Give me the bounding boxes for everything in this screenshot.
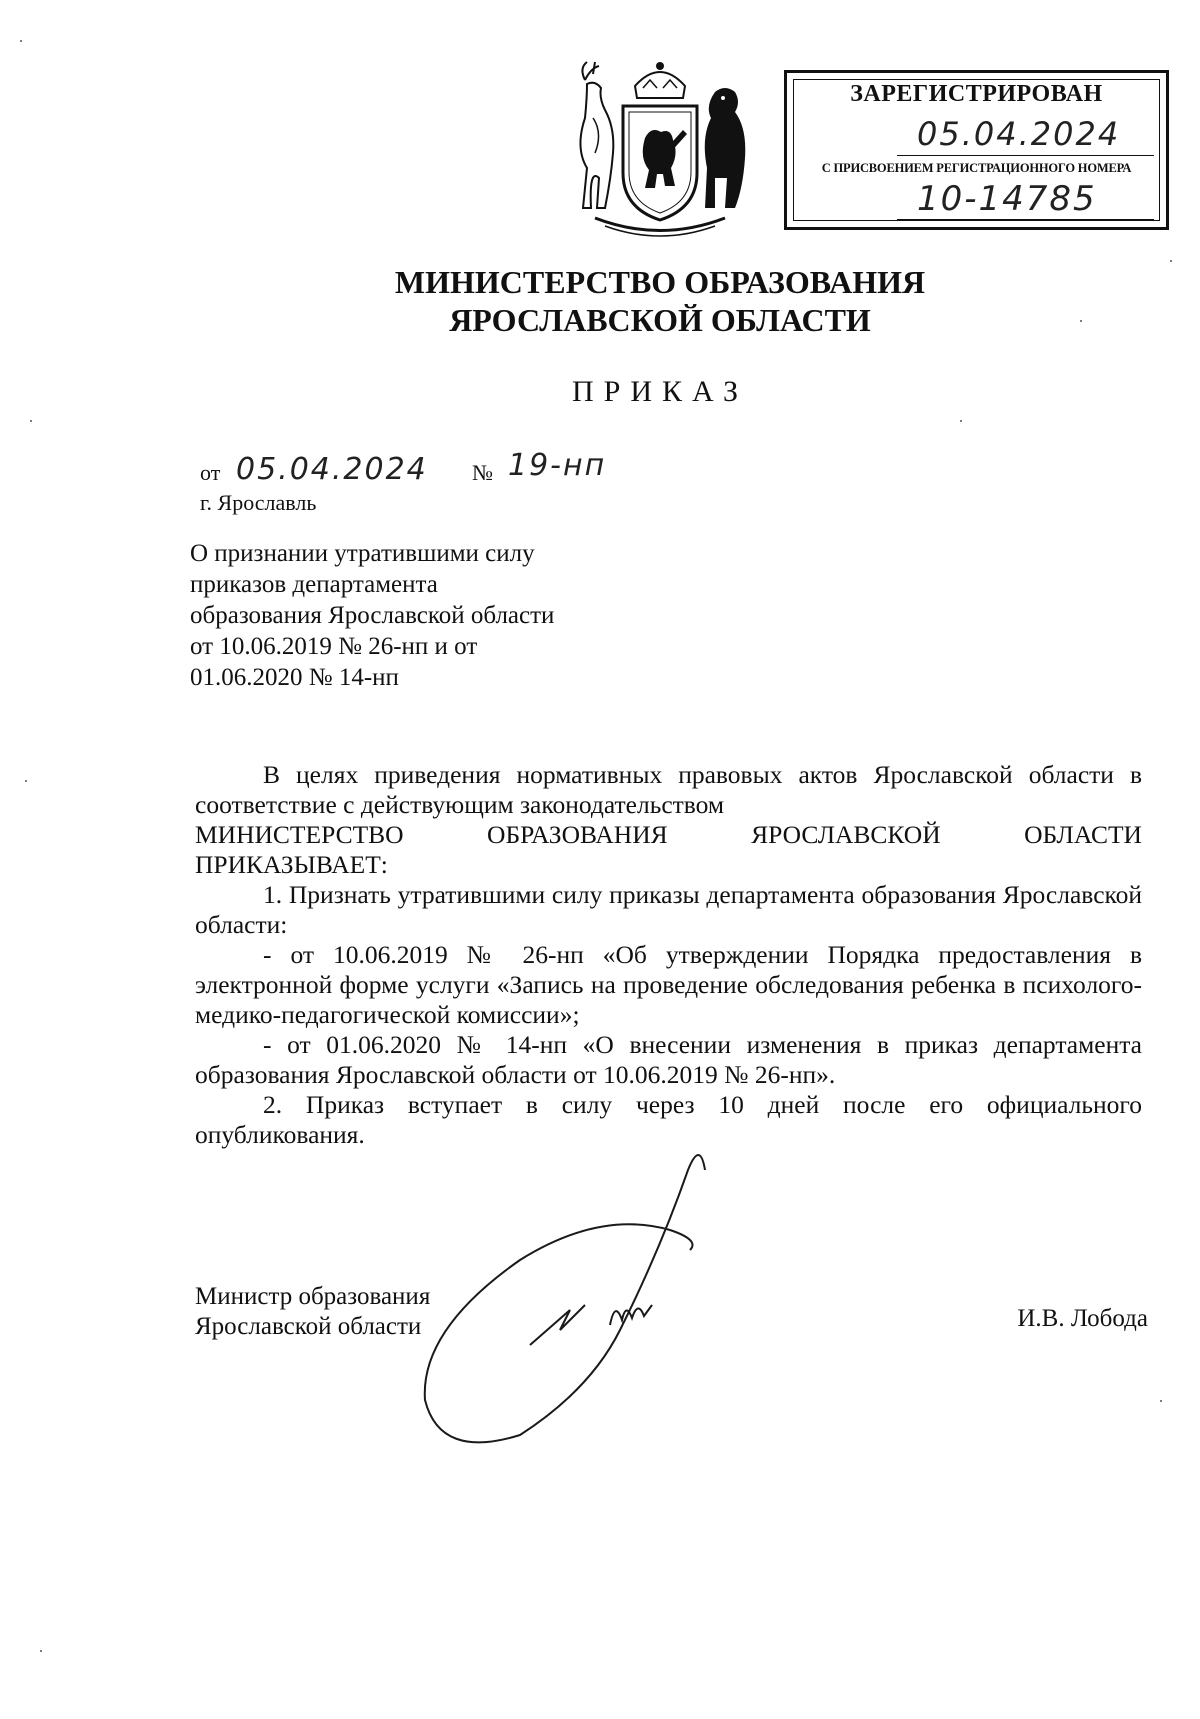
order-date-prefix: от <box>200 460 221 485</box>
stamp-number-line <box>897 219 1154 220</box>
handwritten-signature <box>400 1130 780 1450</box>
stamp-title: ЗАРЕГИСТРИРОВАН <box>850 81 1103 107</box>
stamp-reg-number-handwritten: 10-14785 <box>917 179 1097 219</box>
subject-line: О признании утратившими силу <box>190 540 535 567</box>
stamp-date-handwritten: 05.04.2024 <box>917 115 1121 153</box>
order-city: г. Ярославль <box>200 490 317 515</box>
subject-line: приказов департамента <box>190 571 438 598</box>
signatory-position <box>195 1282 430 1342</box>
order-body <box>195 760 1142 1150</box>
ministry-name-line1: МИНИСТЕРСТВО ОБРАЗОВАНИЯ <box>394 264 926 300</box>
caps-word: ОБРАЗОВАНИЯ <box>487 820 668 849</box>
body-item-1: 1. Признать утратившими силу приказы департамента образования Ярославской области: <box>195 880 1142 939</box>
caps-word: ЯРОСЛАВСКОЙ <box>751 820 941 849</box>
body-item-1a: - от 10.06.2019 № 26-нп «Об утверждении Порядка предоставления в электронной форме услуги «Запись на проведение обследования ребенка в психолого-медико-педагогической комиссии»; <box>195 940 1142 1029</box>
order-number-handwritten: 19-нп <box>508 448 607 483</box>
order-subject <box>190 538 660 693</box>
stamp-subtitle: С ПРИСВОЕНИЕМ РЕГИСТРАЦИОННОГО НОМЕРА <box>821 161 1132 175</box>
signatory-position-line: Ярославской области <box>195 1313 422 1340</box>
order-number-prefix: № <box>472 460 493 485</box>
document-type-title: ПРИКАЗ <box>572 375 748 408</box>
signatory-position-line: Министр образования <box>195 1283 431 1310</box>
order-date-handwritten: 05.04.2024 <box>236 452 428 487</box>
body-caps-line <box>195 820 1142 850</box>
coat-of-arms-emblem <box>565 58 755 238</box>
subject-line: образования Ярославской области <box>190 602 555 629</box>
signatory-name: И.В. Лобода <box>1017 1305 1148 1332</box>
body-intro: В целях приведения нормативных правовых актов Ярославской области в соответствие с действующим законодательством <box>195 760 1142 819</box>
ministry-name-line2: ЯРОСЛАВСКОЙ ОБЛАСТИ <box>449 302 871 338</box>
subject-line: от 10.06.2019 № 26-нп и от <box>190 633 478 660</box>
registration-stamp <box>784 70 1169 230</box>
body-item-1b: - от 01.06.2020 № 14-нп «О внесении изменения в приказ департамента образования Ярославской области от 10.06.2019 № 26-нп». <box>195 1030 1142 1089</box>
caps-word: ОБЛАСТИ <box>1024 820 1142 849</box>
caps-word: МИНИСТЕРСТВО <box>195 820 404 849</box>
subject-line: 01.06.2020 № 14-нп <box>190 664 399 691</box>
body-item-2: 2. Приказ вступает в силу через 10 дней после его официального опубликования. <box>195 1090 1142 1149</box>
stamp-date-line <box>897 155 1154 156</box>
body-orders-word: ПРИКАЗЫВАЕТ: <box>195 850 388 879</box>
